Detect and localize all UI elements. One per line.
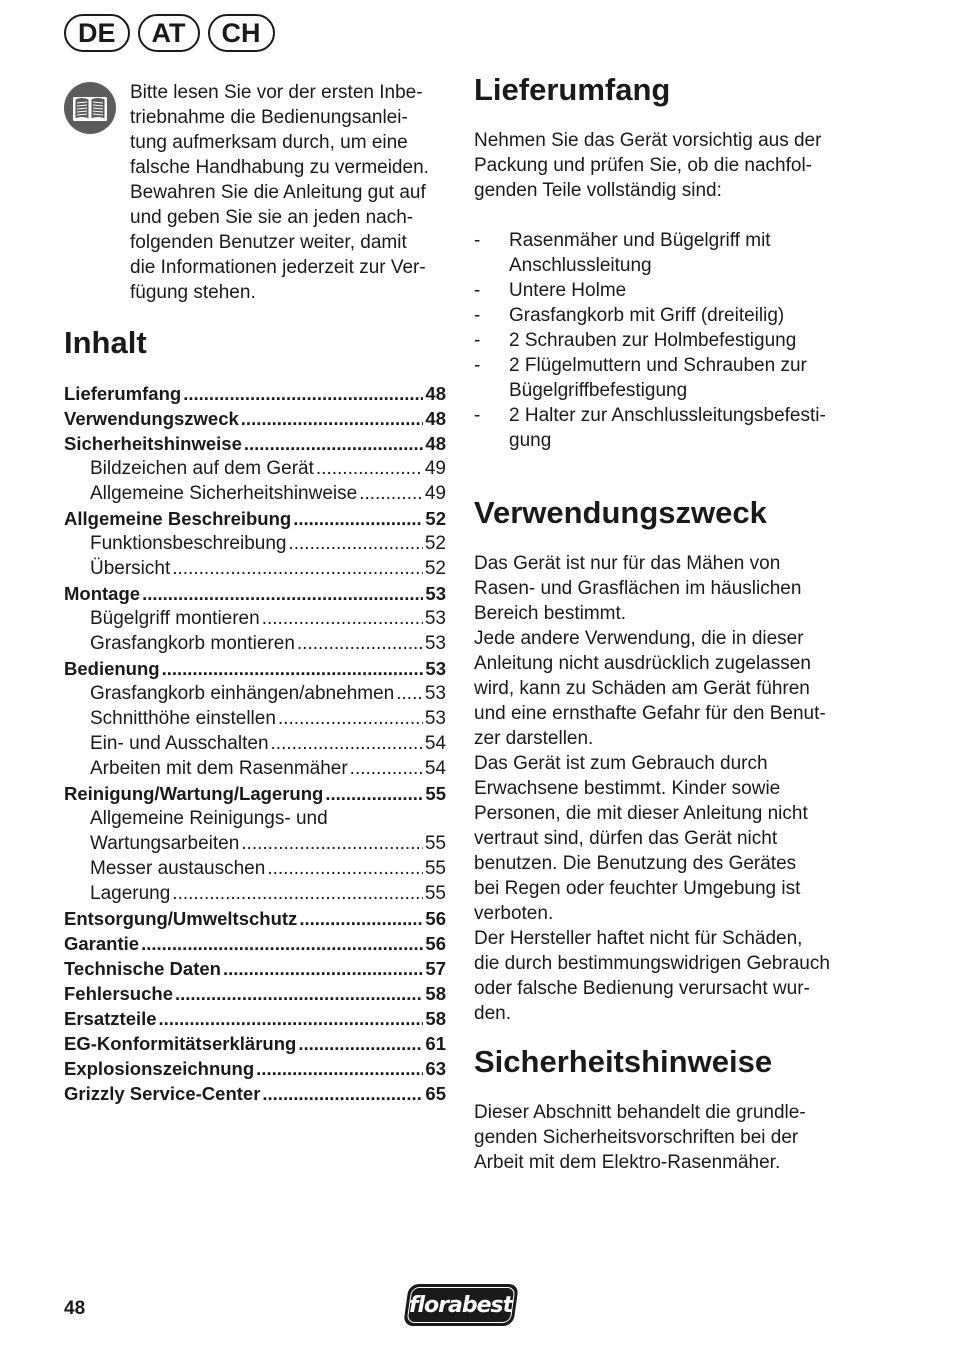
toc-entry xyxy=(64,981,446,1006)
toc-entry-label: Bügelgriff montieren xyxy=(90,608,260,629)
toc-leader-dots xyxy=(256,1056,423,1081)
section-title-verwendungszweck: Verwendungszweck xyxy=(474,495,767,530)
toc-leader-dots xyxy=(244,431,424,456)
toc-leader-dots xyxy=(278,706,423,731)
toc-entry xyxy=(64,606,446,631)
toc-entry xyxy=(64,1006,446,1031)
toc-leader-dots xyxy=(159,1006,424,1031)
toc-entry-label: Technische Daten xyxy=(64,958,221,979)
toc-entry-page: 48 xyxy=(425,383,446,404)
list-item-text: Untere Holme xyxy=(509,280,627,301)
toc-entry-page: 61 xyxy=(425,1033,446,1054)
toc-entry-page: 53 xyxy=(424,683,446,704)
toc-entry-page: 53 xyxy=(424,708,446,729)
sicherheitshinweise-text: Dieser Abschnitt behandelt die grundle- genden Sicherheitsvorschriften bei der Arbeit mit dem Elektro-Rasenmäher. xyxy=(474,1102,806,1173)
toc-entry-page: 58 xyxy=(425,1008,446,1029)
toc-leader-dots xyxy=(172,556,423,581)
toc-entry xyxy=(64,1056,446,1081)
toc-entry-page: 54 xyxy=(424,758,446,779)
toc-entry xyxy=(64,506,446,531)
toc-entry-label: Garantie xyxy=(64,933,140,954)
toc-entry xyxy=(64,756,446,781)
toc-entry xyxy=(64,1081,446,1106)
toc-entry-page: 56 xyxy=(425,908,446,929)
delivery-list-item xyxy=(474,303,874,328)
page-number: 48 xyxy=(64,1298,86,1319)
toc-entry-label: EG-Konformitätserklärung xyxy=(64,1033,297,1054)
toc-entry xyxy=(64,456,446,481)
toc-leader-dots xyxy=(223,956,423,981)
toc-entry xyxy=(64,731,446,756)
toc-leader-dots xyxy=(241,406,424,431)
delivery-list-item xyxy=(474,228,874,278)
table-of-contents xyxy=(64,381,446,1106)
toc-leader-dots xyxy=(316,456,423,481)
toc-entry-label: Lieferumfang xyxy=(64,383,182,404)
list-item-text: 2 Flügelmuttern und Schrauben zur Bügelgriffbefestigung xyxy=(509,355,807,401)
toc-entry-page: 52 xyxy=(425,508,446,529)
toc-leader-dots xyxy=(141,931,423,956)
toc-leader-dots xyxy=(325,781,423,806)
toc-entry xyxy=(64,381,446,406)
list-dash: - xyxy=(474,330,481,351)
toc-entry-label: Bildzeichen auf dem Gerät xyxy=(90,458,314,479)
toc-entry-label: Verwendungszweck xyxy=(64,408,239,429)
verwendungszweck-text: Das Gerät ist nur für das Mähen von Rasen- und Grasflächen im häuslichen Bereich bestimmt. Jede andere Verwendung, die in dieser Anleitung nicht ausdrücklich zugelassen wird, kann zu Schäden am Gerät führen und eine ernsthafte Gefahr für den Benut- zer darstellen. Das Gerät ist zum Gebrauch durch Erwachsene bestimmt. Kinder sowie Personen, die mit dieser Anleitung nicht vertraut sind, dürfen das Gerät nicht benutzen. Die Benutzung des Gerätes bei Regen oder feuchter Umgebung ist verboten. Der Hersteller haftet nicht für Schäden, die durch bestimmungswidrigen Gebrauch oder falsche Bedienung verursacht wur- den. xyxy=(474,553,830,1024)
toc-entry-page: 49 xyxy=(424,458,446,479)
toc-entry-page: 49 xyxy=(424,483,446,504)
toc-entry-page: 55 xyxy=(424,833,446,854)
toc-leader-dots xyxy=(162,656,424,681)
toc-leader-dots xyxy=(183,381,423,406)
list-dash: - xyxy=(474,305,481,326)
toc-entry xyxy=(64,481,446,506)
toc-entry-page: 63 xyxy=(425,1058,446,1079)
toc-entry-label: Bedienung xyxy=(64,658,160,679)
section-title-sicherheitshinweise: Sicherheitshinweise xyxy=(474,1044,773,1079)
delivery-list-item xyxy=(474,278,874,303)
toc-entry xyxy=(64,1031,446,1056)
toc-entry-page: 58 xyxy=(425,983,446,1004)
toc-entry-page: 53 xyxy=(425,583,446,604)
list-dash: - xyxy=(474,355,481,376)
toc-entry xyxy=(64,881,446,906)
lieferumfang-intro: Nehmen Sie das Gerät vorsichtig aus der Packung und prüfen Sie, ob die nachfol- genden Teile vollständig sind: xyxy=(474,130,822,201)
toc-entry-label: Schnitthöhe einstellen xyxy=(90,708,276,729)
toc-entry-label: Explosionszeichnung xyxy=(64,1058,255,1079)
list-item-text: Grasfangkorb mit Griff (dreiteilig) xyxy=(509,305,785,326)
toc-leader-dots xyxy=(359,481,423,506)
toc-entry-page: 55 xyxy=(424,858,446,879)
toc-entry xyxy=(64,781,446,806)
list-item-text: Rasenmäher und Bügelgriff mit Anschlussleitung xyxy=(509,230,771,276)
country-tag-at: AT xyxy=(138,14,200,52)
toc-leader-dots xyxy=(241,831,423,856)
toc-leader-dots xyxy=(297,631,423,656)
toc-entry xyxy=(64,656,446,681)
toc-entry-label: Ein- und Ausschalten xyxy=(90,733,269,754)
toc-entry xyxy=(64,681,446,706)
toc-leader-dots xyxy=(267,856,423,881)
toc-entry xyxy=(64,706,446,731)
toc-entry xyxy=(64,956,446,981)
toc-entry-page: 55 xyxy=(425,783,446,804)
section-sicherheitshinweise xyxy=(474,1044,874,1175)
country-tags xyxy=(64,14,275,52)
toc-leader-dots xyxy=(298,1031,423,1056)
toc-entry xyxy=(64,831,446,856)
toc-title: Inhalt xyxy=(64,325,147,360)
toc-leader-dots xyxy=(288,531,422,556)
toc-entry-label: Messer austauschen xyxy=(90,858,266,879)
toc-leader-dots xyxy=(262,606,423,631)
toc-entry-label: Grizzly Service-Center xyxy=(64,1083,261,1104)
country-tag-ch: CH xyxy=(208,14,275,52)
toc-entry-page: 48 xyxy=(425,433,446,454)
delivery-list-item xyxy=(474,328,874,353)
section-verwendungszweck xyxy=(474,495,874,1026)
list-dash: - xyxy=(474,405,481,426)
toc-entry xyxy=(64,531,446,556)
toc-leader-dots xyxy=(262,1081,423,1106)
toc-entry-page: 52 xyxy=(424,558,446,579)
toc-leader-dots xyxy=(396,681,423,706)
toc-entry-page: 55 xyxy=(424,883,446,904)
toc-entry-page: 53 xyxy=(425,658,446,679)
list-dash: - xyxy=(474,230,481,251)
toc-leader-dots xyxy=(350,756,423,781)
toc-entry xyxy=(64,856,446,881)
toc-entry xyxy=(64,906,446,931)
toc-leader-dots xyxy=(293,506,423,531)
toc-entry-label: Fehlersuche xyxy=(64,983,173,1004)
intro-text: Bitte lesen Sie vor der ersten Inbe- triebnahme die Bedienungsanlei- tung aufmerksam durch, um eine falsche Handhabung zu vermeiden. Bewahren Sie die Anleitung gut auf und geben Sie sie an jeden nach- folgenden Benutzer weiter, damit die Informationen jederzeit zur Ver- fügung stehen. xyxy=(130,82,429,303)
delivery-list xyxy=(474,228,874,453)
toc-entry-page: 57 xyxy=(425,958,446,979)
toc-leader-dots xyxy=(175,981,423,1006)
toc-entry-page: 54 xyxy=(424,733,446,754)
toc-entry xyxy=(64,931,446,956)
list-item-text: 2 Halter zur Anschlussleitungsbefesti- gung xyxy=(509,405,826,451)
delivery-list-item xyxy=(474,403,874,453)
logo-text: florabest xyxy=(409,1292,513,1318)
toc-entry xyxy=(64,431,446,456)
toc-entry-label: Grasfangkorb montieren xyxy=(90,633,295,654)
delivery-list-item xyxy=(474,353,874,403)
toc-leader-dots xyxy=(271,731,423,756)
toc-entry-label: Reinigung/Wartung/Lagerung xyxy=(64,783,324,804)
toc-leader-dots xyxy=(172,881,423,906)
toc-entry xyxy=(64,556,446,581)
toc-leader-dots xyxy=(142,581,423,606)
toc-entry-label: Arbeiten mit dem Rasenmäher xyxy=(90,758,348,779)
toc-entry-page: 53 xyxy=(424,608,446,629)
book-icon xyxy=(64,82,116,134)
left-column xyxy=(64,80,446,1106)
toc-entry-page: 48 xyxy=(425,408,446,429)
toc-entry-label: Allgemeine Sicherheitshinweise xyxy=(90,483,358,504)
toc-entry-label: Lagerung xyxy=(90,883,171,904)
toc-entry-label: Entsorgung/Umweltschutz xyxy=(64,908,298,929)
toc-entry-page: 53 xyxy=(424,633,446,654)
toc-entry xyxy=(64,631,446,656)
toc-entry-continued: Allgemeine Reinigungs- und xyxy=(90,808,328,829)
toc-entry-label: Übersicht xyxy=(90,558,171,579)
toc-entry-label: Sicherheitshinweise xyxy=(64,433,242,454)
toc-entry-label: Ersatzteile xyxy=(64,1008,157,1029)
toc-entry-label: Grasfangkorb einhängen/abnehmen xyxy=(90,683,395,704)
toc-entry xyxy=(64,406,446,431)
toc-entry-label: Wartungsarbeiten xyxy=(90,833,240,854)
toc-entry-label: Montage xyxy=(64,583,141,604)
list-item-text: 2 Schrauben zur Holmbefestigung xyxy=(509,330,797,351)
toc-entry-page: 65 xyxy=(425,1083,446,1104)
section-title-lieferumfang: Lieferumfang xyxy=(474,72,671,107)
toc-entry-label: Allgemeine Beschreibung xyxy=(64,508,292,529)
list-dash: - xyxy=(474,280,481,301)
right-column xyxy=(474,72,874,1175)
toc-entry-page: 52 xyxy=(424,533,446,554)
florabest-logo xyxy=(403,1284,519,1326)
toc-leader-dots xyxy=(299,906,423,931)
intro-notice xyxy=(64,80,446,305)
toc-entry-label: Funktionsbeschreibung xyxy=(90,533,287,554)
toc-entry-page: 56 xyxy=(425,933,446,954)
section-lieferumfang xyxy=(474,72,874,453)
toc-entry xyxy=(64,581,446,606)
country-tag-de: DE xyxy=(64,14,130,52)
